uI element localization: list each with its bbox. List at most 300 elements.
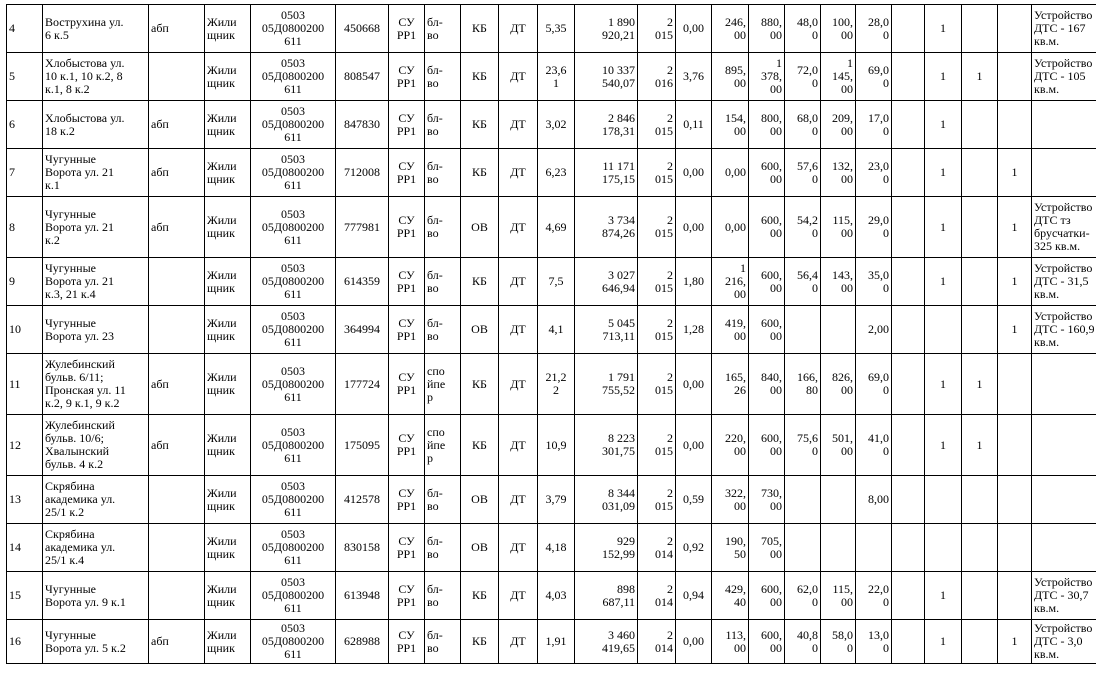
cell-column-15: 429, 40 [712,572,749,620]
cell-column-21 [925,306,962,354]
cell-subprogram: СУ РР1 [389,476,425,524]
cell-column-14: 0,92 [676,524,712,572]
cell-column-17: 56,4 0 [785,258,821,306]
cell-address: Вострухина ул. 6 к.5 [43,5,149,53]
cell-column-16: 705, 00 [749,524,785,572]
cell-abp [149,53,205,101]
cell-column-20 [892,524,925,572]
cell-column-17 [785,524,821,572]
cell-address: Жулебинский бульв. 10/6; Хвалынский бульв. 4 к.2 [43,415,149,476]
cell-object-code: 613948 [336,572,389,620]
cell-category: КБ [461,5,499,53]
cell-column-15: 165, 26 [712,354,749,415]
cell-column-18: 501, 00 [821,415,856,476]
cell-column-17: 57,6 0 [785,149,821,197]
cell-address: Чугунные Ворота ул. 5 к.2 [43,620,149,664]
cell-column-22: 1 [962,354,998,415]
cell-column-23: 1 [998,258,1032,306]
cell-note [1032,415,1096,476]
cell-abp [149,572,205,620]
cell-object-code: 712008 [336,149,389,197]
cell-category: КБ [461,415,499,476]
cell-column-21: 1 [925,258,962,306]
cell-column-16: 800, 00 [749,101,785,149]
cell-column-20 [892,258,925,306]
cell-work-type: бл- во [425,258,461,306]
cell-surface-type: ДТ [499,5,538,53]
cell-subprogram: СУ РР1 [389,149,425,197]
cell-area: 10,9 [538,415,575,476]
cell-year: 2 015 [638,354,676,415]
cell-abp [149,476,205,524]
cell-object-code: 614359 [336,258,389,306]
cell-address: Скрябина академика ул. 25/1 к.2 [43,476,149,524]
cell-abp: абп [149,5,205,53]
cell-row-number: 10 [7,306,43,354]
cell-column-23 [998,476,1032,524]
cell-column-20 [892,53,925,101]
cell-column-19: 28,0 0 [856,5,892,53]
cell-column-17: 40,8 0 [785,620,821,664]
cell-column-19: 69,0 0 [856,354,892,415]
cell-column-17: 75,6 0 [785,415,821,476]
cell-column-17: 166, 80 [785,354,821,415]
cell-area: 23,6 1 [538,53,575,101]
cell-abp: абп [149,415,205,476]
cell-column-18: 1 145, 00 [821,53,856,101]
cell-work-type: бл- во [425,5,461,53]
cell-budget-code: 0503 05Д0800200 611 [251,306,336,354]
cell-column-23 [998,101,1032,149]
cell-column-14: 0,00 [676,149,712,197]
cell-column-19: 35,0 0 [856,258,892,306]
cell-note: Устройство ДТС тз брусчатки- 325 кв.м. [1032,197,1096,258]
cell-object-code: 175095 [336,415,389,476]
cell-year: 2 016 [638,53,676,101]
cell-address: Чугунные Ворота ул. 21 к.3, 21 к.4 [43,258,149,306]
cell-category: ОВ [461,524,499,572]
cell-surface-type: ДТ [499,415,538,476]
cell-area: 3,02 [538,101,575,149]
cell-column-17 [785,476,821,524]
cell-column-19: 8,00 [856,476,892,524]
cell-column-19: 17,0 0 [856,101,892,149]
cell-cost: 3 027 646,94 [575,258,638,306]
cell-column-22: 1 [962,53,998,101]
table-row [7,354,1096,415]
cell-column-16: 600, 00 [749,197,785,258]
cell-executor: Жили щник [205,524,251,572]
cell-work-type: бл- во [425,197,461,258]
cell-executor: Жили щник [205,415,251,476]
cell-surface-type: ДТ [499,101,538,149]
cell-column-14: 0,00 [676,197,712,258]
cell-cost: 5 045 713,11 [575,306,638,354]
cell-category: КБ [461,572,499,620]
cell-column-22 [962,572,998,620]
cell-address: Хлобыстова ул. 18 к.2 [43,101,149,149]
table-row [7,101,1096,149]
cell-column-18: 58,0 0 [821,620,856,664]
cell-column-16: 600, 00 [749,620,785,664]
cell-budget-code: 0503 05Д0800200 611 [251,415,336,476]
cell-category: ОВ [461,476,499,524]
cell-subprogram: СУ РР1 [389,5,425,53]
cell-column-15: 322, 00 [712,476,749,524]
cell-column-23: 1 [998,197,1032,258]
cell-object-code: 808547 [336,53,389,101]
cell-column-20 [892,5,925,53]
cell-category: ОВ [461,197,499,258]
cell-address: Хлобыстова ул. 10 к.1, 10 к.2, 8 к.1, 8 к.2 [43,53,149,101]
cell-abp: абп [149,620,205,664]
cell-column-15: 246, 00 [712,5,749,53]
cell-subprogram: СУ РР1 [389,258,425,306]
cell-column-20 [892,476,925,524]
cell-row-number: 14 [7,524,43,572]
cell-work-type: спо йпе р [425,415,461,476]
cell-address: Чугунные Ворота ул. 21 к.2 [43,197,149,258]
cell-cost: 10 337 540,07 [575,53,638,101]
cell-year: 2 015 [638,197,676,258]
cell-column-18: 132, 00 [821,149,856,197]
cell-cost: 3 460 419,65 [575,620,638,664]
cell-work-type: бл- во [425,620,461,664]
cell-column-18: 115, 00 [821,197,856,258]
cell-column-15: 419, 00 [712,306,749,354]
cell-column-18: 209, 00 [821,101,856,149]
cell-column-18 [821,524,856,572]
cell-surface-type: ДТ [499,572,538,620]
cell-cost: 898 687,11 [575,572,638,620]
cell-row-number: 5 [7,53,43,101]
cell-subprogram: СУ РР1 [389,306,425,354]
cell-area: 4,18 [538,524,575,572]
cell-column-22 [962,5,998,53]
cell-note [1032,354,1096,415]
cell-abp: абп [149,354,205,415]
cell-executor: Жили щник [205,620,251,664]
cell-column-21 [925,476,962,524]
cell-column-15: 154, 00 [712,101,749,149]
cell-cost: 8 344 031,09 [575,476,638,524]
cell-category: ОВ [461,306,499,354]
table-row [7,306,1096,354]
cell-surface-type: ДТ [499,354,538,415]
cell-subprogram: СУ РР1 [389,197,425,258]
table-row [7,258,1096,306]
cell-object-code: 628988 [336,620,389,664]
cell-category: КБ [461,149,499,197]
cell-object-code: 830158 [336,524,389,572]
cell-budget-code: 0503 05Д0800200 611 [251,101,336,149]
cell-address: Чугунные Ворота ул. 9 к.1 [43,572,149,620]
cell-cost: 11 171 175,15 [575,149,638,197]
cell-row-number: 6 [7,101,43,149]
table-row [7,620,1096,664]
cell-column-17: 48,0 0 [785,5,821,53]
cell-column-16: 600, 00 [749,415,785,476]
cell-column-17: 68,0 0 [785,101,821,149]
cell-column-22 [962,476,998,524]
cell-column-19: 41,0 0 [856,415,892,476]
cell-work-type: бл- во [425,524,461,572]
cell-cost: 8 223 301,75 [575,415,638,476]
cell-area: 5,35 [538,5,575,53]
cell-row-number: 16 [7,620,43,664]
cell-column-14: 0,11 [676,101,712,149]
cell-executor: Жили щник [205,572,251,620]
cell-budget-code: 0503 05Д0800200 611 [251,5,336,53]
cell-column-21: 1 [925,53,962,101]
cell-budget-code: 0503 05Д0800200 611 [251,620,336,664]
cell-column-16: 730, 00 [749,476,785,524]
cell-object-code: 450668 [336,5,389,53]
cell-column-19: 23,0 0 [856,149,892,197]
cell-area: 6,23 [538,149,575,197]
cell-executor: Жили щник [205,476,251,524]
cell-column-19: 22,0 0 [856,572,892,620]
cell-column-19: 69,0 0 [856,53,892,101]
cell-column-22 [962,197,998,258]
cell-column-18: 100, 00 [821,5,856,53]
cell-column-15: 0,00 [712,149,749,197]
improvement-works-table [6,4,1096,664]
cell-executor: Жили щник [205,258,251,306]
cell-area: 7,5 [538,258,575,306]
cell-category: КБ [461,53,499,101]
cell-column-16: 880, 00 [749,5,785,53]
cell-row-number: 12 [7,415,43,476]
cell-column-21: 1 [925,572,962,620]
cell-column-20 [892,620,925,664]
cell-subprogram: СУ РР1 [389,53,425,101]
cell-column-20 [892,415,925,476]
cell-abp [149,258,205,306]
cell-object-code: 412578 [336,476,389,524]
cell-column-20 [892,149,925,197]
cell-work-type: бл- во [425,149,461,197]
cell-budget-code: 0503 05Д0800200 611 [251,572,336,620]
cell-column-21: 1 [925,415,962,476]
cell-abp: абп [149,101,205,149]
cell-row-number: 8 [7,197,43,258]
table-row [7,149,1096,197]
table-body [7,5,1096,664]
cell-object-code: 177724 [336,354,389,415]
cell-column-16: 600, 00 [749,572,785,620]
table-row [7,53,1096,101]
cell-column-14: 1,28 [676,306,712,354]
cell-column-18 [821,476,856,524]
cell-category: КБ [461,620,499,664]
cell-column-23 [998,354,1032,415]
cell-column-21: 1 [925,354,962,415]
cell-executor: Жили щник [205,354,251,415]
cell-column-16: 1 378, 00 [749,53,785,101]
cell-subprogram: СУ РР1 [389,354,425,415]
table-row [7,415,1096,476]
cell-area: 3,79 [538,476,575,524]
cell-row-number: 11 [7,354,43,415]
cell-executor: Жили щник [205,53,251,101]
cell-note [1032,149,1096,197]
cell-category: КБ [461,354,499,415]
cell-cost: 1 791 755,52 [575,354,638,415]
cell-surface-type: ДТ [499,197,538,258]
cell-budget-code: 0503 05Д0800200 611 [251,197,336,258]
cell-budget-code: 0503 05Д0800200 611 [251,149,336,197]
cell-column-14: 0,00 [676,620,712,664]
cell-column-23: 1 [998,620,1032,664]
cell-column-20 [892,354,925,415]
cell-column-18: 143, 00 [821,258,856,306]
cell-column-21 [925,524,962,572]
cell-year: 2 015 [638,258,676,306]
cell-abp [149,306,205,354]
cell-column-23 [998,5,1032,53]
cell-category: КБ [461,101,499,149]
cell-column-19: 29,0 0 [856,197,892,258]
cell-column-20 [892,572,925,620]
cell-column-22 [962,306,998,354]
cell-column-18: 826, 00 [821,354,856,415]
cell-column-23 [998,524,1032,572]
cell-subprogram: СУ РР1 [389,572,425,620]
cell-surface-type: ДТ [499,620,538,664]
cell-area: 4,03 [538,572,575,620]
cell-column-15: 0,00 [712,197,749,258]
cell-column-23 [998,572,1032,620]
cell-executor: Жили щник [205,149,251,197]
cell-year: 2 014 [638,524,676,572]
cell-work-type: бл- во [425,476,461,524]
cell-address: Скрябина академика ул. 25/1 к.4 [43,524,149,572]
cell-column-16: 600, 00 [749,306,785,354]
cell-note: Устройство ДТС - 160,9 кв.м. [1032,306,1096,354]
cell-column-22: 1 [962,415,998,476]
cell-row-number: 4 [7,5,43,53]
cell-budget-code: 0503 05Д0800200 611 [251,524,336,572]
cell-column-14: 0,00 [676,5,712,53]
cell-area: 4,1 [538,306,575,354]
cell-surface-type: ДТ [499,476,538,524]
cell-work-type: бл- во [425,572,461,620]
cell-column-22 [962,524,998,572]
cell-column-21: 1 [925,197,962,258]
cell-address: Чугунные Ворота ул. 23 [43,306,149,354]
cell-column-16: 600, 00 [749,258,785,306]
cell-column-14: 0,94 [676,572,712,620]
cell-column-20 [892,306,925,354]
cell-column-23: 1 [998,306,1032,354]
cell-column-18: 115, 00 [821,572,856,620]
cell-column-21: 1 [925,149,962,197]
cell-column-20 [892,197,925,258]
cell-column-22 [962,149,998,197]
cell-column-14: 1,80 [676,258,712,306]
cell-subprogram: СУ РР1 [389,101,425,149]
cell-column-22 [962,258,998,306]
cell-column-17: 72,0 0 [785,53,821,101]
cell-note [1032,101,1096,149]
cell-column-16: 600, 00 [749,149,785,197]
cell-executor: Жили щник [205,197,251,258]
cell-column-19 [856,524,892,572]
cell-year: 2 015 [638,5,676,53]
cell-column-23 [998,53,1032,101]
cell-budget-code: 0503 05Д0800200 611 [251,53,336,101]
cell-row-number: 9 [7,258,43,306]
cell-note [1032,524,1096,572]
table-row [7,572,1096,620]
cell-cost: 929 152,99 [575,524,638,572]
cell-abp: абп [149,197,205,258]
cell-year: 2 015 [638,306,676,354]
cell-category: КБ [461,258,499,306]
cell-subprogram: СУ РР1 [389,415,425,476]
cell-work-type: спо йпе р [425,354,461,415]
cell-column-17 [785,306,821,354]
cell-note: Устройство ДТС - 30,7 кв.м. [1032,572,1096,620]
table-row [7,524,1096,572]
cell-year: 2 015 [638,101,676,149]
cell-note: Устройство ДТС - 167 кв.м. [1032,5,1096,53]
cell-area: 21,2 2 [538,354,575,415]
cell-executor: Жили щник [205,5,251,53]
cell-column-22 [962,101,998,149]
cell-note [1032,476,1096,524]
cell-row-number: 15 [7,572,43,620]
cell-column-15: 113, 00 [712,620,749,664]
cell-work-type: бл- во [425,101,461,149]
cell-subprogram: СУ РР1 [389,620,425,664]
cell-cost: 1 890 920,21 [575,5,638,53]
cell-budget-code: 0503 05Д0800200 611 [251,258,336,306]
cell-column-15: 895, 00 [712,53,749,101]
table-row [7,5,1096,53]
cell-surface-type: ДТ [499,258,538,306]
cell-year: 2 014 [638,620,676,664]
cell-area: 4,69 [538,197,575,258]
cell-work-type: бл- во [425,306,461,354]
cell-address: Жулебинский бульв. 6/11; Пронская ул. 11 к.2, 9 к.1, 9 к.2 [43,354,149,415]
cell-abp [149,524,205,572]
cell-subprogram: СУ РР1 [389,524,425,572]
cell-surface-type: ДТ [499,306,538,354]
cell-area: 1,91 [538,620,575,664]
table-row [7,476,1096,524]
cell-object-code: 364994 [336,306,389,354]
cell-column-22 [962,620,998,664]
cell-year: 2 014 [638,572,676,620]
table-row [7,197,1096,258]
cell-column-23: 1 [998,149,1032,197]
cell-surface-type: ДТ [499,524,538,572]
cell-column-23 [998,415,1032,476]
cell-note: Устройство ДТС - 3,0 кв.м. [1032,620,1096,664]
cell-column-16: 840, 00 [749,354,785,415]
cell-row-number: 7 [7,149,43,197]
cell-column-21: 1 [925,101,962,149]
cell-row-number: 13 [7,476,43,524]
cell-work-type: бл- во [425,53,461,101]
cell-year: 2 015 [638,476,676,524]
cell-budget-code: 0503 05Д0800200 611 [251,476,336,524]
cell-executor: Жили щник [205,306,251,354]
cell-column-17: 62,0 0 [785,572,821,620]
cell-executor: Жили щник [205,101,251,149]
